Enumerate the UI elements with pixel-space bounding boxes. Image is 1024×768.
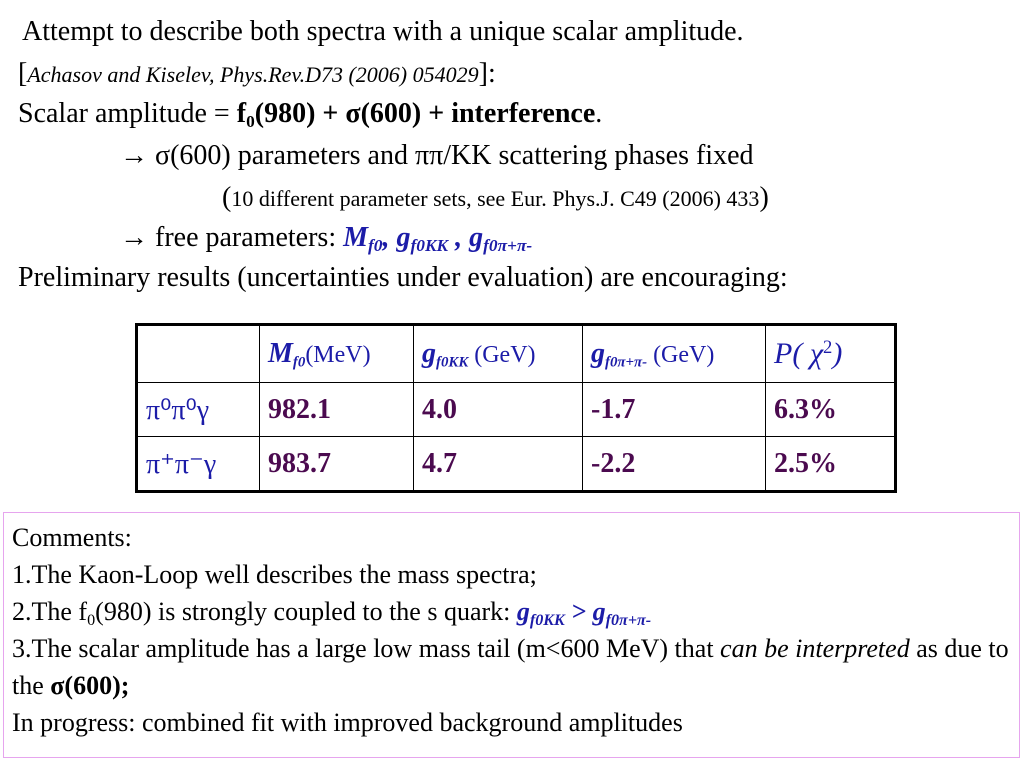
comment-in-progress: In progress: combined fit with improved background amplitudes bbox=[12, 708, 683, 737]
header-gkk-sub: f0KK bbox=[436, 354, 469, 371]
cell-gkk: 4.7 bbox=[414, 437, 583, 492]
scalar-amplitude-line bbox=[18, 98, 602, 130]
free-param-sep-2: , bbox=[448, 222, 470, 253]
cell-gkk: 4.0 bbox=[414, 383, 583, 437]
comment-3 bbox=[12, 630, 1011, 704]
comments-title: Comments: bbox=[12, 523, 132, 552]
header-mass-unit: (MeV) bbox=[305, 342, 371, 368]
paren-open: ( bbox=[222, 182, 232, 213]
header-gpp-unit: (GeV) bbox=[647, 342, 715, 368]
free-param-gkk bbox=[396, 222, 449, 256]
table-header-row bbox=[137, 325, 896, 383]
header-prob-p: P( bbox=[774, 337, 810, 370]
comment-3-mid: as due to the bbox=[12, 634, 1009, 700]
header-gpp-sym: g bbox=[591, 338, 605, 369]
intro-line-1 bbox=[22, 16, 744, 48]
ref-open: [ bbox=[18, 58, 28, 89]
row-label-charged: π⁺π⁻γ bbox=[137, 437, 260, 492]
free-param-gpp-sym: g bbox=[469, 222, 484, 253]
table-row bbox=[137, 383, 896, 437]
comment-2-gpp-sym: g bbox=[592, 597, 606, 626]
free-params-label: → free parameters: bbox=[120, 222, 344, 253]
arrow-line-free bbox=[120, 222, 532, 254]
comment-2-gpp-sub: f0π+π- bbox=[605, 611, 652, 629]
header-gpp bbox=[583, 325, 766, 383]
cell-gpp: -2.2 bbox=[583, 437, 766, 492]
cell-mass: 983.7 bbox=[260, 437, 414, 492]
comment-2-prefix: 2.The f bbox=[12, 597, 88, 626]
comment-2-text: (980) is strongly coupled to the s quark: bbox=[95, 597, 517, 626]
preliminary-line bbox=[18, 262, 788, 294]
reference-text: Achasov and Kiselev, Phys.Rev.D73 (2006) 054029 bbox=[27, 62, 479, 87]
cell-mass: 982.1 bbox=[260, 383, 414, 437]
cell-probability: 2.5% bbox=[766, 437, 896, 492]
amp-f0: f bbox=[236, 98, 247, 129]
amp-formula: (980) + σ(600) + interference bbox=[254, 98, 596, 129]
row-label-neutral: π⁰π⁰γ bbox=[137, 383, 260, 437]
reference-line bbox=[18, 58, 496, 90]
comment-3-text: 3.The scalar amplitude has a large low mass tail (m<600 MeV) that bbox=[12, 634, 721, 663]
header-mass bbox=[260, 325, 414, 383]
free-param-sep: , bbox=[382, 222, 397, 253]
ref-close: ]: bbox=[478, 58, 496, 89]
preliminary-text: Preliminary results (uncertainties under evaluation) are encouraging: bbox=[18, 262, 788, 293]
header-probability bbox=[766, 325, 896, 383]
comment-2-gkk-sym: g bbox=[516, 597, 530, 626]
header-prob-sup: 2 bbox=[823, 336, 833, 358]
table-row bbox=[137, 437, 896, 492]
amp-prefix: Scalar amplitude = bbox=[18, 98, 237, 129]
cell-probability: 6.3% bbox=[766, 383, 896, 437]
parameter-sets-line bbox=[222, 182, 769, 214]
comment-2 bbox=[12, 593, 1011, 630]
free-param-gkk-sub: f0KK bbox=[410, 236, 449, 256]
arrow-line-fixed bbox=[120, 140, 754, 172]
free-param-gpp bbox=[469, 222, 533, 256]
intro-text: Attempt to describe both spectra with a unique scalar amplitude. bbox=[22, 16, 744, 47]
free-param-mass bbox=[343, 222, 383, 256]
comments-box bbox=[3, 512, 1020, 758]
free-param-mass-sub: f0 bbox=[368, 236, 383, 256]
comment-2-gt: > bbox=[564, 597, 593, 626]
comment-1: 1.The Kaon-Loop well describes the mass spectra; bbox=[12, 560, 537, 589]
amp-f0-sub: 0 bbox=[246, 112, 255, 132]
header-gkk-sym: g bbox=[422, 338, 436, 369]
amp-dot: . bbox=[595, 98, 603, 129]
cell-gpp: -1.7 bbox=[583, 383, 766, 437]
header-gkk-unit: (GeV) bbox=[468, 342, 536, 368]
comment-2-gkk-sub: f0KK bbox=[529, 611, 565, 629]
comment-3-italic: can be interpreted bbox=[720, 634, 910, 663]
free-param-mass-sym: M bbox=[343, 222, 369, 253]
fixed-params-text: → σ(600) parameters and ππ/KK scattering phases fixed bbox=[120, 140, 754, 171]
parameter-sets-text: 10 different parameter sets, see Eur. Phys.J. C49 (2006) 433 bbox=[231, 186, 760, 211]
comment-2-sub: 0 bbox=[87, 611, 96, 629]
header-prob-chi: χ bbox=[809, 337, 824, 370]
header-prob-close: ) bbox=[832, 337, 843, 370]
free-param-gkk-sym: g bbox=[396, 222, 411, 253]
header-gkk bbox=[414, 325, 583, 383]
paren-close: ) bbox=[759, 182, 769, 213]
results-table bbox=[135, 323, 897, 493]
free-param-gpp-sub: f0π+π- bbox=[483, 236, 533, 256]
comment-3-bold: σ(600); bbox=[50, 671, 130, 700]
header-mass-sub: f0 bbox=[292, 354, 306, 371]
header-empty-cell bbox=[137, 325, 260, 383]
comment-2-gpp bbox=[592, 597, 652, 629]
header-gpp-sub: f0π+π- bbox=[605, 354, 648, 371]
comment-2-gkk bbox=[516, 597, 565, 629]
header-mass-sym: M bbox=[268, 338, 293, 369]
